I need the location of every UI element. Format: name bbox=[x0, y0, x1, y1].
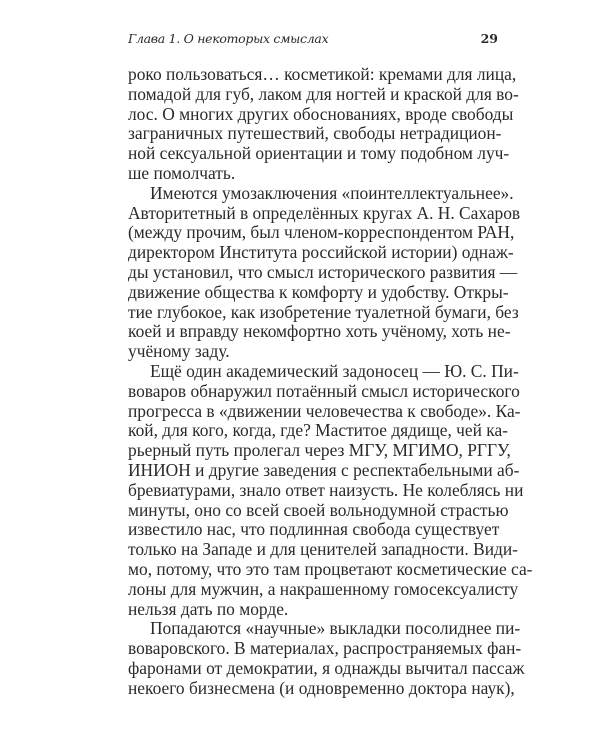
text-line: роко пользоваться… косметикой: кремами для лица, bbox=[128, 64, 517, 84]
text-line: мо, потому, что это там процветают косметические са- bbox=[128, 558, 533, 579]
page-number: 29 bbox=[480, 31, 498, 46]
text-line: прогресса в «движении человечества к свободе». Ка- bbox=[128, 400, 521, 421]
text-line: некоего бизнесмена (и одновременно доктора наук), bbox=[128, 677, 515, 698]
text-line: (между прочим, был членом-корреспондентом РАН, bbox=[128, 222, 515, 243]
text-line: ИНИОН и другие заведения с респектабельными аб- bbox=[128, 459, 520, 480]
page-header bbox=[128, 31, 498, 51]
text-line: лоны для мужчин, а накрашенному гомосексуалисту bbox=[128, 578, 519, 599]
text-line: тие глубокое, как изобретение туалетной бумаги, без bbox=[128, 301, 519, 322]
paragraph bbox=[128, 182, 521, 362]
paragraph bbox=[128, 360, 533, 619]
text-line: ной сексуальной ориентации и тому подобном луч- bbox=[128, 143, 510, 164]
text-line: воваров обнаружил потаённый смысл исторического bbox=[128, 380, 520, 401]
text-line: коей и вправду некомфортно хоть учёному, хоть не- bbox=[128, 321, 511, 342]
text-line: фаронами от демократии, я однажды вычитал пассаж bbox=[128, 657, 525, 678]
paragraph bbox=[128, 618, 525, 698]
text-line: известило нас, что подлинная свобода существует bbox=[128, 519, 500, 540]
text-line: рьерный путь пролегал через МГУ, МГИМО, РГГУ, bbox=[128, 440, 511, 461]
text-line: минуты, оно со всей своей вольнодумной страстью bbox=[128, 499, 509, 520]
text-line: нельзя дать по морде. bbox=[128, 598, 289, 619]
text-line: бревиатурами, знало ответ наизусть. Не колеблясь ни bbox=[128, 479, 524, 500]
text-line: учёному заду. bbox=[128, 341, 230, 362]
text-line: помадой для губ, лаком для ногтей и краской для во- bbox=[128, 83, 519, 104]
paragraph bbox=[128, 64, 519, 184]
text-line: движение общества к комфорту и удобству. Откры- bbox=[128, 281, 509, 302]
text-line: ды установил, что смысл исторического развития — bbox=[128, 261, 518, 282]
text-line: ше помолчать. bbox=[128, 162, 236, 183]
text-line: только на Западе и для ценителей западности. Види- bbox=[128, 539, 518, 560]
text-line: кой, для кого, когда, где? Маститое дядище, чей ка- bbox=[128, 420, 508, 441]
text-line: Авторитетный в определённых кругах А. Н. Сахаров bbox=[128, 202, 521, 223]
running-title: Глава 1. О некоторых смыслах bbox=[128, 31, 329, 46]
text-line: директором Института российской истории) однаж- bbox=[128, 242, 514, 263]
text-line: Ещё один академический задоносец — Ю. С. Пи- bbox=[150, 360, 519, 381]
page-body bbox=[128, 64, 533, 699]
text-line: лос. О многих других обоснованиях, вроде свободы bbox=[128, 103, 514, 124]
text-line: Имеются умозаключения «поинтеллектуальнее». bbox=[150, 182, 514, 203]
text-line: воваровского. В материалах, распространяемых фан- bbox=[128, 638, 522, 659]
text-line: Попадаются «научные» выкладки посолиднее пи- bbox=[150, 618, 521, 639]
text-line: заграничных путешествий, свободы нетрадицион- bbox=[128, 123, 502, 144]
